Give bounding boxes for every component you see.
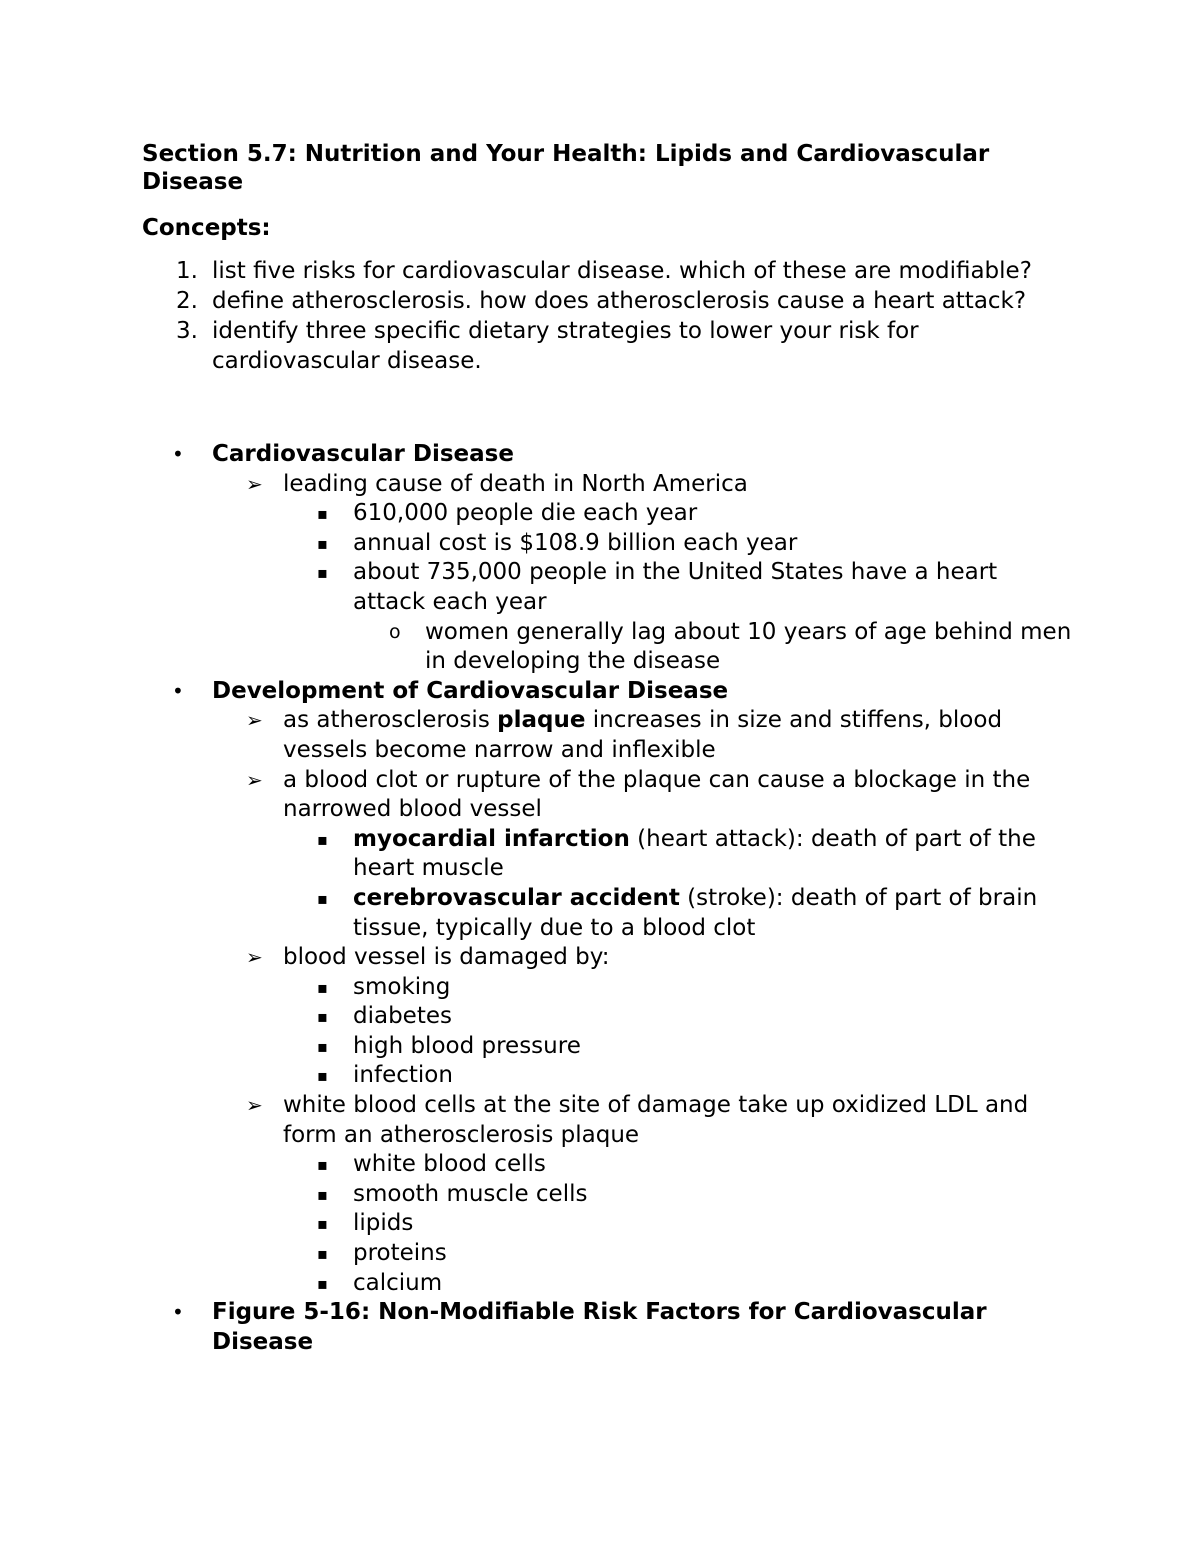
subpoint-text: about 735,000 people in the United States have a heart attack each year — [353, 559, 998, 615]
concept-text: list five risks for cardiovascular disease. which of these are modifiable? — [212, 258, 1032, 284]
point-text: leading cause of death in North America — [283, 470, 748, 497]
outline-subpoint — [142, 825, 1072, 884]
outline-heading-development — [142, 677, 1072, 707]
subpoint-text: smooth muscle cells — [353, 1180, 588, 1207]
term-cerebrovascular-accident: cerebrovascular accident — [353, 884, 680, 911]
concept-text: identify three specific dietary strategies to lower your risk for cardiovascular disease. — [212, 318, 919, 374]
outline-subpoint — [142, 529, 1072, 559]
outline-subpoint — [142, 1002, 1072, 1032]
point-text-prefix: as atherosclerosis — [283, 707, 498, 734]
outline-heading-text: Figure 5-16: Non-Modifiable Risk Factors for Cardiovascular Disease — [212, 1299, 987, 1355]
outline-heading-text: Cardiovascular Disease — [212, 441, 514, 467]
arrow-bullet-icon: ➢ — [246, 708, 263, 733]
square-bullet-icon: ▪ — [317, 1066, 328, 1086]
outline-list — [142, 440, 1072, 1357]
subpoint-text: calcium — [353, 1269, 443, 1296]
subpoint-text: smoking — [353, 973, 451, 1000]
subpoint-text: white blood cells — [353, 1151, 546, 1178]
term-myocardial-infarction: myocardial infarction — [353, 825, 630, 852]
square-bullet-icon: ▪ — [317, 1244, 328, 1264]
point-text: a blood clot or rupture of the plaque can cause a blockage in the narrowed blood vessel — [283, 766, 1031, 823]
square-bullet-icon: ▪ — [317, 1036, 328, 1056]
outline-subsubpoint — [142, 618, 1072, 677]
term-plaque: plaque — [497, 707, 586, 734]
square-bullet-icon: ▪ — [317, 977, 328, 997]
outline-heading-cvd — [142, 440, 1072, 470]
square-bullet-icon: ▪ — [317, 888, 328, 908]
square-bullet-icon: ▪ — [317, 1184, 328, 1204]
outline-heading-figure — [142, 1298, 1072, 1357]
subpoint-text: diabetes — [353, 1003, 452, 1030]
outline-subpoint — [142, 1180, 1072, 1210]
subpoint-text: infection — [353, 1062, 453, 1089]
arrow-bullet-icon: ➢ — [246, 1093, 263, 1118]
list-number: 2. — [176, 288, 198, 314]
outline-subpoint — [142, 1150, 1072, 1180]
outline-subpoint — [142, 1209, 1072, 1239]
square-bullet-icon: ▪ — [317, 504, 328, 524]
outline-point — [142, 766, 1072, 825]
bullet-icon: • — [172, 442, 184, 466]
bullet-icon: • — [172, 678, 184, 703]
square-bullet-icon: ▪ — [317, 563, 328, 583]
list-number: 3. — [176, 318, 198, 344]
outline-subpoint — [142, 1269, 1072, 1299]
square-bullet-icon: ▪ — [317, 1007, 328, 1027]
point-text: white blood cells at the site of damage take up oxidized LDL and form an atherosclerosis plaque — [283, 1092, 1029, 1148]
arrow-bullet-icon: ➢ — [246, 767, 263, 792]
outline-point — [142, 470, 1072, 500]
arrow-bullet-icon: ➢ — [246, 945, 263, 970]
subpoint-text: high blood pressure — [353, 1032, 581, 1059]
outline-subpoint — [142, 1032, 1072, 1062]
concept-item — [142, 316, 1072, 376]
circle-bullet-icon: o — [389, 620, 401, 643]
concept-item — [142, 286, 1072, 316]
outline-subpoint — [142, 1061, 1072, 1091]
subsubpoint-text: women generally lag about 10 years of age behind men in developing the disease — [425, 618, 1072, 675]
concepts-heading: Concepts: — [142, 215, 271, 241]
concepts-list — [142, 256, 1072, 376]
subpoint-text: annual cost is $108.9 billion each year — [353, 529, 798, 556]
subpoint-text: proteins — [353, 1240, 447, 1267]
outline-heading-text: Development of Cardiovascular Disease — [212, 677, 729, 704]
list-number: 1. — [176, 258, 198, 284]
outline-subpoint — [142, 558, 1072, 617]
outline-subpoint — [142, 884, 1072, 943]
outline-subpoint — [142, 499, 1072, 529]
outline-point — [142, 1091, 1072, 1150]
square-bullet-icon: ▪ — [317, 1155, 328, 1175]
square-bullet-icon: ▪ — [317, 829, 328, 849]
subpoint-text: 610,000 people die each year — [353, 500, 698, 527]
point-text: blood vessel is damaged by: — [283, 944, 610, 971]
point-text-suffix: increases in size and stiffens, blood vessels become narrow and inflexible — [283, 707, 1003, 763]
concept-text: define atherosclerosis. how does atherosclerosis cause a heart attack? — [212, 288, 1027, 314]
outline-subpoint — [142, 973, 1072, 1003]
square-bullet-icon: ▪ — [317, 533, 328, 553]
definition-text: (stroke): death of part of brain tissue, typically due to a blood clot — [353, 884, 1038, 941]
square-bullet-icon: ▪ — [317, 1273, 328, 1293]
arrow-bullet-icon: ➢ — [246, 471, 263, 496]
square-bullet-icon: ▪ — [317, 1214, 328, 1234]
outline-point — [142, 706, 1072, 765]
concept-item — [142, 256, 1072, 286]
document-page — [142, 140, 1072, 1357]
subpoint-text: lipids — [353, 1210, 414, 1237]
section-title: Section 5.7: Nutrition and Your Health: Lipids and Cardiovascular Disease — [142, 141, 990, 195]
outline-subpoint — [142, 1239, 1072, 1269]
bullet-icon: • — [172, 1300, 184, 1325]
definition-text: (heart attack): death of part of the heart muscle — [353, 825, 1036, 882]
outline-point — [142, 943, 1072, 973]
